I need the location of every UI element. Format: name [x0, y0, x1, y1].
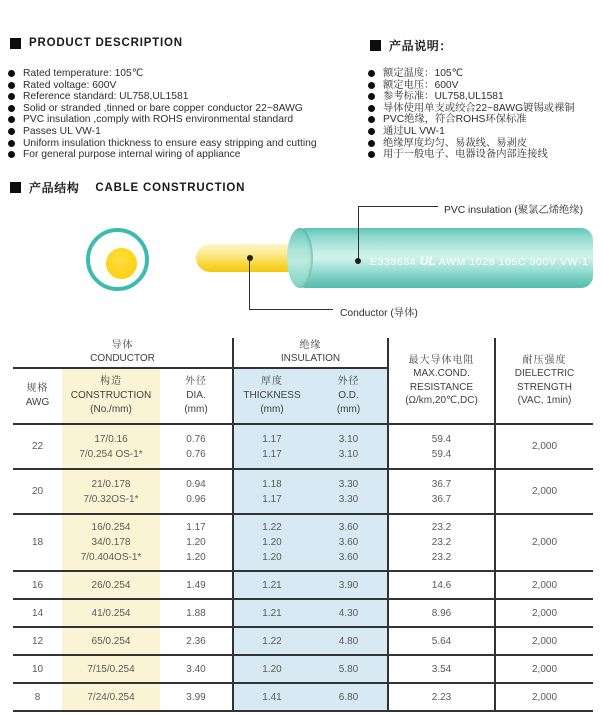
resistance-cell: 23.2 23.2 23.2 [388, 514, 495, 571]
od-cell: 6.80 [310, 683, 388, 711]
leader-dot [355, 258, 361, 264]
dielectric-cell: 2,000 [495, 655, 593, 683]
resistance-cell: 3.54 [388, 655, 495, 683]
awg-cell: 22 [13, 424, 62, 469]
bullet-icon [368, 128, 375, 135]
bullet-icon [368, 151, 375, 158]
resistance-cell: 14.6 [388, 571, 495, 599]
construction-cell: 16/0.254 34/0.178 7/0.404OS-1* [62, 514, 160, 571]
resistance-cell: 59.4 59.4 [388, 424, 495, 469]
column-header: 规格 AWG [13, 368, 62, 424]
cable-cross-section [86, 228, 149, 291]
black-square-icon [370, 40, 381, 51]
table-row [13, 627, 593, 655]
awg-cell: 10 [13, 655, 62, 683]
bullet-icon [8, 128, 15, 135]
thickness-cell: 1.41 [233, 683, 310, 711]
od-cell: 3.30 3.30 [310, 469, 388, 514]
bullet-icon [368, 116, 375, 123]
group-label-en: CONDUCTOR [90, 352, 155, 364]
awg-cell: 16 [13, 571, 62, 599]
bullet-item [368, 138, 603, 150]
od-cell: 5.80 [310, 655, 388, 683]
ul-file-number: E338684 [370, 256, 417, 268]
dia-cell: 0.76 0.76 [160, 424, 233, 469]
bullet-text: 导体使用单支或绞合22~8AWG镀锡或裸铜 [383, 102, 575, 114]
awg-cell: 18 [13, 514, 62, 571]
leader-dot [247, 255, 253, 261]
bullet-text: Solid or stranded ,tinned or bare copper conductor 22~8AWG [23, 102, 303, 114]
thickness-cell: 1.20 [233, 655, 310, 683]
dielectric-cell: 2,000 [495, 599, 593, 627]
table-row [13, 683, 593, 711]
bullet-icon [8, 93, 15, 100]
bullet-item [368, 91, 603, 103]
bullet-item [368, 80, 603, 92]
awg-cell: 12 [13, 627, 62, 655]
bullet-text: 通过UL VW-1 [383, 125, 445, 137]
bullet-text: Rated temperature: 105℃ [23, 68, 144, 79]
table-row [13, 424, 593, 469]
bullet-item [8, 91, 364, 103]
ul-mark-icon: UL [419, 254, 436, 268]
bullet-text: 参考标准：UL758,UL1581 [383, 91, 504, 103]
dielectric-cell: 2,000 [495, 683, 593, 711]
table-row [13, 655, 593, 683]
column-header: 构造 CONSTRUCTION (No./mm) [62, 368, 160, 424]
bullet-item [8, 126, 364, 138]
thickness-cell: 1.17 1.17 [233, 424, 310, 469]
bullet-icon [8, 105, 15, 112]
bullet-text: 额定电压：600V [383, 79, 459, 91]
bullet-item [8, 103, 364, 115]
awg-cell: 8 [13, 683, 62, 711]
black-square-icon [10, 38, 21, 49]
construction-cell: 17/0.16 7/0.254 OS-1* [62, 424, 160, 469]
bullet-text: PVC绝缘，符合ROHS环保标准 [383, 114, 527, 126]
construction-cell: 21/0.178 7/0.32OS-1* [62, 469, 160, 514]
od-cell: 3.60 3.60 3.60 [310, 514, 388, 571]
product-notes-list [368, 68, 603, 161]
dia-cell: 2.36 [160, 627, 233, 655]
construction-cell: 7/15/0.254 [62, 655, 160, 683]
resistance-cell: 5.64 [388, 627, 495, 655]
od-cell: 3.10 3.10 [310, 424, 388, 469]
bullet-icon [368, 93, 375, 100]
bullet-item [8, 80, 364, 92]
construction-cell: 65/0.254 [62, 627, 160, 655]
specification-table [13, 338, 593, 712]
bullet-text: Rated voltage: 600V [23, 79, 117, 91]
conductor-label: Conductor (导体) [340, 308, 418, 319]
table-row [13, 599, 593, 627]
leader-line [249, 309, 333, 310]
bullet-text: Uniform insulation thickness to ensure easy stripping and cutting [23, 137, 317, 149]
thickness-cell: 1.22 [233, 627, 310, 655]
dia-cell: 1.17 1.20 1.20 [160, 514, 233, 571]
conductor-group-header [13, 338, 233, 368]
bullet-item [368, 149, 603, 161]
awg-cell: 20 [13, 469, 62, 514]
bullet-text: For general purpose internal wiring of appliance [23, 149, 241, 161]
bullet-icon [8, 140, 15, 147]
section-title-zh: 产品结构 [29, 181, 80, 195]
od-cell: 3.90 [310, 571, 388, 599]
table-row [13, 571, 593, 599]
thickness-cell: 1.22 1.20 1.20 [233, 514, 310, 571]
group-label-zh: 绝缘 [299, 340, 322, 351]
section-header-product-notes [370, 37, 452, 54]
awm-rating-text: AWM 1028 105C 300V VW-1 [438, 256, 589, 268]
bullet-text: 额定温度：105℃ [383, 68, 464, 79]
resistance-cell: 2.23 [388, 683, 495, 711]
dia-cell: 3.99 [160, 683, 233, 711]
group-header-row [13, 338, 593, 368]
dia-cell: 1.88 [160, 599, 233, 627]
black-square-icon [10, 182, 21, 193]
bullet-icon [8, 116, 15, 123]
bullet-text: 绝缘厚度均匀、易裁线、易剥皮 [383, 137, 528, 149]
bullet-icon [368, 82, 375, 89]
table-row [13, 469, 593, 514]
product-description-list [8, 68, 364, 161]
od-cell: 4.30 [310, 599, 388, 627]
dielectric-cell: 2,000 [495, 469, 593, 514]
group-label-zh: 导体 [111, 340, 134, 351]
section-title-en: CABLE CONSTRUCTION [95, 181, 246, 194]
construction-cell: 26/0.254 [62, 571, 160, 599]
bullet-item [8, 138, 364, 150]
column-header: 外径 DIA. (mm) [160, 368, 233, 424]
resistance-cell: 8.96 [388, 599, 495, 627]
bullet-item [8, 114, 364, 126]
dielectric-cell: 2,000 [495, 627, 593, 655]
bullet-icon [368, 70, 375, 77]
resistance-cell: 36.7 36.7 [388, 469, 495, 514]
column-header: 外径 O.D. (mm) [310, 368, 388, 424]
construction-cell: 41/0.254 [62, 599, 160, 627]
insulation-group-header [233, 338, 388, 368]
table-row [13, 514, 593, 571]
dielectric-column-header: 耐压强度 DIELECTRIC STRENGTH (VAC, 1min) [495, 338, 593, 424]
column-header: 厚度 THICKNESS (mm) [233, 368, 310, 424]
thickness-cell: 1.18 1.17 [233, 469, 310, 514]
conductor-core-icon [106, 248, 137, 279]
bullet-item [368, 68, 603, 80]
group-label-en: INSULATION [280, 352, 341, 364]
bullet-text: PVC insulation ,comply with ROHS environmental standard [23, 114, 294, 126]
leader-line [358, 206, 359, 261]
od-cell: 4.80 [310, 627, 388, 655]
bullet-item [368, 114, 603, 126]
thickness-cell: 1.21 [233, 571, 310, 599]
dia-cell: 1.49 [160, 571, 233, 599]
bullet-text: Reference standard: UL758,UL1581 [23, 91, 189, 103]
bullet-item [8, 149, 364, 161]
section-header-product-description [10, 37, 183, 49]
construction-cell: 7/24/0.254 [62, 683, 160, 711]
jacket-end-cap [287, 228, 313, 288]
bullet-icon [368, 105, 375, 112]
bullet-icon [8, 151, 15, 158]
thickness-cell: 1.21 [233, 599, 310, 627]
cable-construction-diagram [0, 195, 603, 335]
bullet-item [368, 126, 603, 138]
section-title: 产品说明： [389, 39, 453, 53]
pvc-insulation-label: PVC insulation (聚氯乙烯绝缘) [444, 205, 584, 216]
dielectric-cell: 2,000 [495, 424, 593, 469]
dielectric-cell: 2,000 [495, 571, 593, 599]
dielectric-cell: 2,000 [495, 514, 593, 571]
bullet-item [368, 103, 603, 115]
resistance-column-header: 最大导体电阻 MAX.COND. RESISTANCE (Ω/km,20℃,DC) [388, 338, 495, 424]
section-header-cable-construction [10, 179, 245, 196]
bullet-icon [8, 82, 15, 89]
bullet-text: Passes UL VW-1 [23, 125, 101, 137]
jacket-print-text [370, 254, 588, 268]
section-title: PRODUCT DESCRIPTION [29, 37, 183, 49]
bullet-text: 用于一般电子、电器设备内部连接线 [383, 149, 548, 161]
bullet-item [8, 68, 364, 80]
leader-line [249, 259, 250, 309]
dia-cell: 0.94 0.96 [160, 469, 233, 514]
leader-line [358, 206, 438, 207]
bullet-icon [8, 70, 15, 77]
bullet-icon [368, 140, 375, 147]
dia-cell: 3.40 [160, 655, 233, 683]
awg-cell: 14 [13, 599, 62, 627]
